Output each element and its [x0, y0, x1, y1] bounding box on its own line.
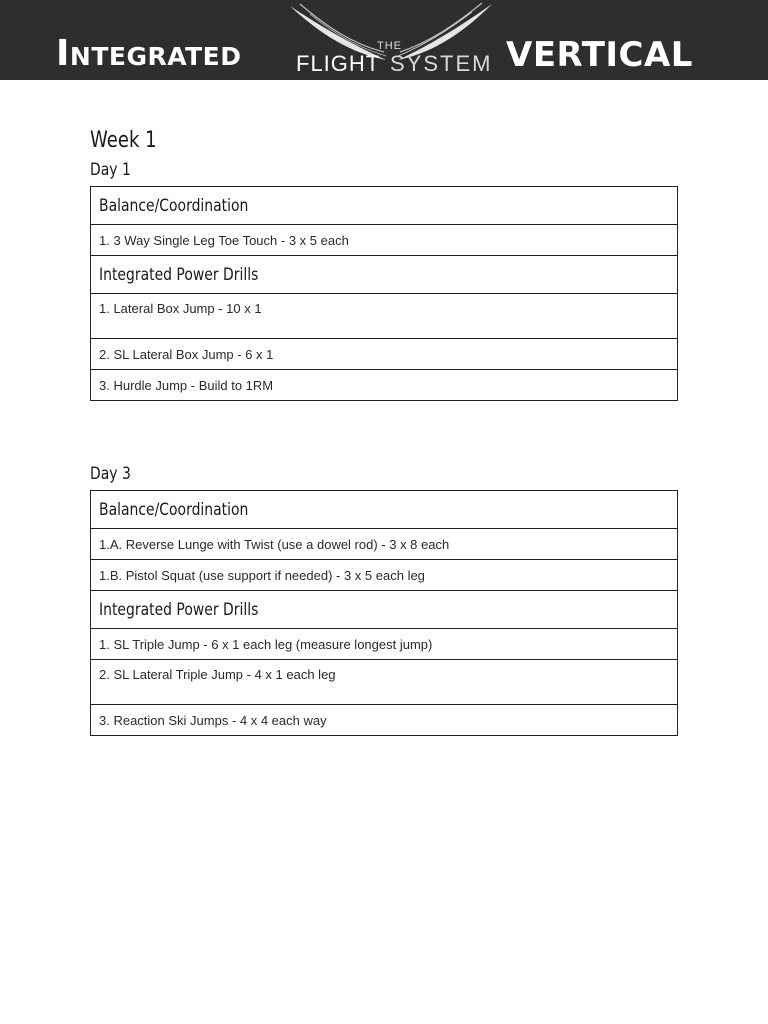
- section-header-row: [91, 591, 678, 629]
- section-header-row: [91, 491, 678, 529]
- exercise-text: 3. Hurdle Jump - Build to 1RM: [91, 370, 678, 401]
- exercise-row: [91, 660, 678, 705]
- page-header: [0, 0, 768, 80]
- logo-flight-text: FLIGHT: [296, 51, 381, 76]
- exercise-text: 1. Lateral Box Jump - 10 x 1: [91, 294, 678, 339]
- section-header-row: [91, 187, 678, 225]
- section-heading: Integrated Power Drills: [91, 256, 678, 294]
- day-3-table: [90, 490, 678, 736]
- exercise-row: [91, 225, 678, 256]
- section-heading: Balance/Coordination: [91, 491, 678, 529]
- exercise-row: [91, 629, 678, 660]
- exercise-text: 1. 3 Way Single Leg Toe Touch - 3 x 5 each: [91, 225, 678, 256]
- logo-the-text: THE: [377, 40, 402, 52]
- week-title: Week 1: [90, 128, 157, 153]
- exercise-row: [91, 294, 678, 339]
- section-heading: Integrated Power Drills: [91, 591, 678, 629]
- header-left-title: Integrated: [56, 33, 242, 74]
- section-header-row: [91, 256, 678, 294]
- day-1-table: [90, 186, 678, 401]
- exercise-row: [91, 529, 678, 560]
- exercise-text: 3. Reaction Ski Jumps - 4 x 4 each way: [91, 705, 678, 736]
- day-title: Day 3: [90, 464, 131, 484]
- exercise-row: [91, 560, 678, 591]
- exercise-row: [91, 705, 678, 736]
- day-title: Day 1: [90, 160, 131, 180]
- header-right-title: VERTICAL: [506, 35, 693, 75]
- exercise-text: 2. SL Lateral Box Jump - 6 x 1: [91, 339, 678, 370]
- section-heading: Balance/Coordination: [91, 187, 678, 225]
- exercise-text: 2. SL Lateral Triple Jump - 4 x 1 each leg: [91, 660, 678, 705]
- exercise-text: 1.A. Reverse Lunge with Twist (use a dowel rod) - 3 x 8 each: [91, 529, 678, 560]
- exercise-row: [91, 370, 678, 401]
- exercise-text: 1. SL Triple Jump - 6 x 1 each leg (measure longest jump): [91, 629, 678, 660]
- exercise-text: 1.B. Pistol Squat (use support if needed) - 3 x 5 each leg: [91, 560, 678, 591]
- exercise-row: [91, 339, 678, 370]
- logo-system-text: SYSTEM: [390, 51, 493, 76]
